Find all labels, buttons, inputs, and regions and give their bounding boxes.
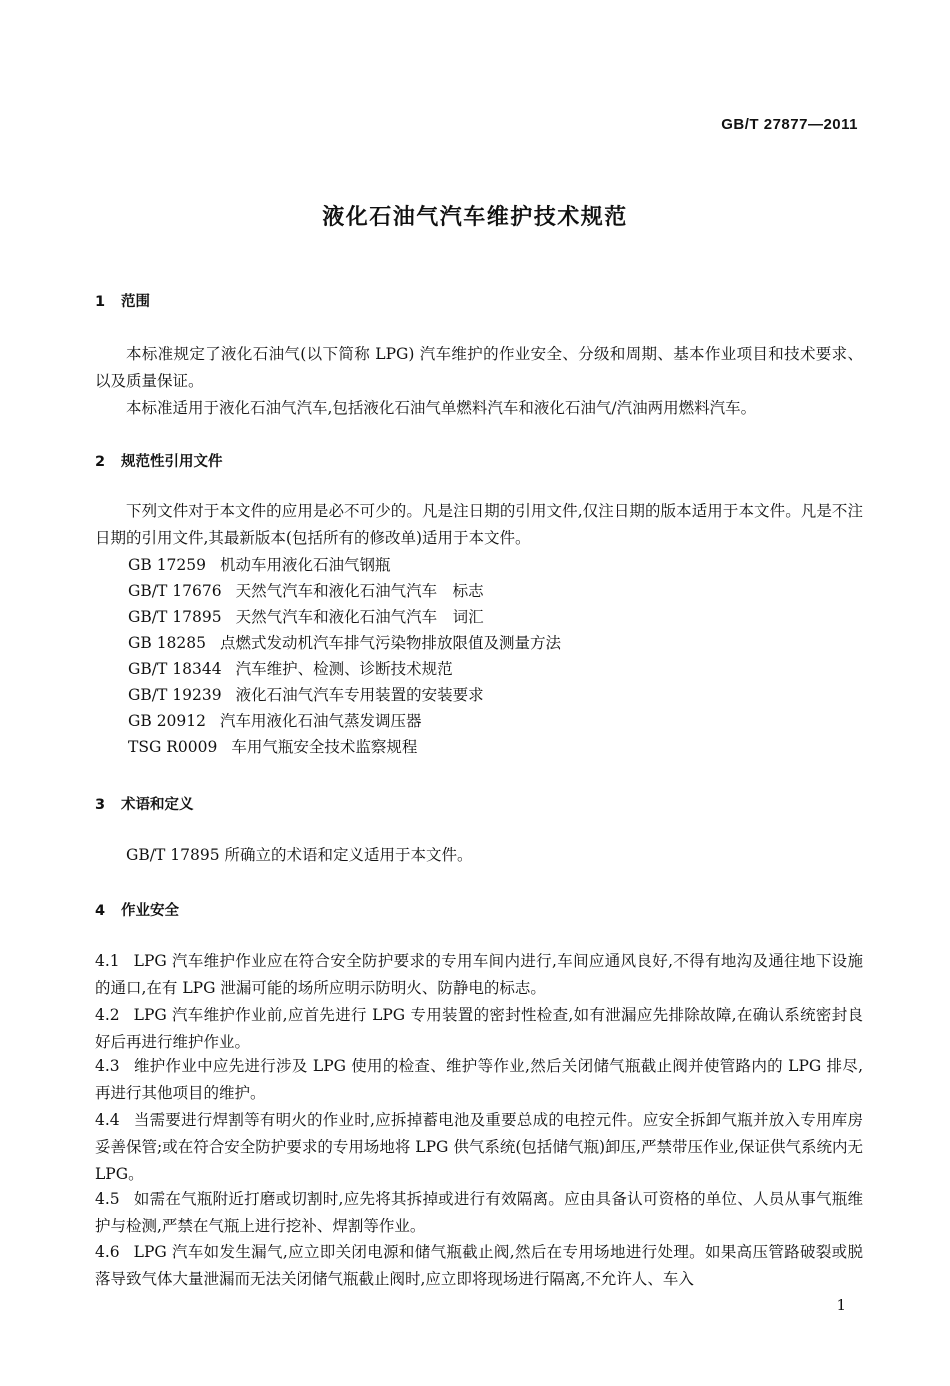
section-3-paragraph-1: GB/T 17895 所确立的术语和定义适用于本文件。 <box>126 846 473 864</box>
clause-number: 4.1 <box>95 952 120 970</box>
reference-code: GB/T 17676 <box>128 582 222 600</box>
section-2-paragraph-1: 下列文件对于本文件的应用是必不可少的。凡是注日期的引用文件,仅注日期的版本适用于本文件。凡是不注日期的引用文件,其最新版本(包括所有的修改单)适用于本文件。 <box>95 502 863 547</box>
section-number: 2 <box>95 454 106 470</box>
reference-code: GB 20912 <box>128 712 207 730</box>
reference-name: 汽车用液化石油气蒸发调压器 <box>220 712 422 730</box>
reference-name: 机动车用液化石油气钢瓶 <box>220 556 391 574</box>
reference-item <box>128 708 422 734</box>
clause-number: 4.2 <box>95 1006 120 1024</box>
reference-item <box>128 578 484 604</box>
reference-code: GB/T 18344 <box>128 660 222 678</box>
page-number: 1 <box>836 1296 846 1314</box>
reference-name: 汽车维护、检测、诊断技术规范 <box>235 660 453 678</box>
reference-name: 天然气汽车和液化石油气汽车 标志 <box>235 582 484 600</box>
clause-4-4 <box>95 1107 863 1188</box>
clause-text: LPG 汽车维护作业前,应首先进行 LPG 专用装置的密封性检查,如有泄漏应先排除故障,在确认系统密封良好后再进行维护作业。 <box>95 1006 863 1051</box>
section-title: 术语和定义 <box>121 797 194 813</box>
section-number: 4 <box>95 903 106 919</box>
reference-item <box>128 630 561 656</box>
clause-text: 当需要进行焊割等有明火的作业时,应拆掉蓄电池及重要总成的电控元件。应安全拆卸气瓶并放入专用库房妥善保管;或在符合安全防护要求的专用场地将 LPG 供气系统(包括储气瓶)卸压,严禁带压作业,保证供气系统内无 LPG。 <box>95 1111 863 1183</box>
clause-4-1 <box>95 948 863 1002</box>
section-4-heading <box>95 899 179 920</box>
section-1-paragraph-1: 本标准规定了液化石油气(以下简称 LPG) 汽车维护的作业安全、分级和周期、基本作业项目和技术要求、以及质量保证。 <box>95 345 863 390</box>
reference-name: 天然气汽车和液化石油气汽车 词汇 <box>235 608 484 626</box>
section-title: 规范性引用文件 <box>121 454 223 470</box>
clause-4-5 <box>95 1186 863 1240</box>
reference-code: TSG R0009 <box>128 738 218 756</box>
clause-4-3 <box>95 1053 863 1107</box>
clause-number: 4.5 <box>95 1190 120 1208</box>
reference-name: 点燃式发动机汽车排气污染物排放限值及测量方法 <box>220 634 562 652</box>
clause-number: 4.3 <box>95 1057 120 1075</box>
reference-code: GB/T 17895 <box>128 608 222 626</box>
standard-number: GB/T 27877—2011 <box>721 116 858 133</box>
clause-4-2 <box>95 1002 863 1056</box>
section-3-heading <box>95 793 194 814</box>
reference-name: 液化石油气汽车专用装置的安装要求 <box>235 686 484 704</box>
reference-code: GB/T 19239 <box>128 686 222 704</box>
section-title: 范围 <box>121 294 150 310</box>
clause-text: LPG 汽车如发生漏气,应立即关闭电源和储气瓶截止阀,然后在专用场地进行处理。如果高压管路破裂或脱落导致气体大量泄漏而无法关闭储气瓶截止阀时,应立即将现场进行隔离,不允许人、车入 <box>95 1243 863 1288</box>
reference-code: GB 17259 <box>128 556 207 574</box>
section-number: 1 <box>95 294 106 310</box>
section-2-heading <box>95 450 223 471</box>
section-1-heading <box>95 290 150 311</box>
section-1-paragraph-2: 本标准适用于液化石油气汽车,包括液化石油气单燃料汽车和液化石油气/汽油两用燃料汽车。 <box>126 399 757 417</box>
clause-number: 4.4 <box>95 1111 120 1129</box>
reference-item <box>128 656 453 682</box>
reference-item <box>128 734 417 760</box>
clause-text: 如需在气瓶附近打磨或切割时,应先将其拆掉或进行有效隔离。应由具备认可资格的单位、人员从事气瓶维护与检测,严禁在气瓶上进行挖补、焊割等作业。 <box>95 1190 863 1235</box>
reference-code: GB 18285 <box>128 634 207 652</box>
clause-4-6 <box>95 1239 863 1293</box>
clause-text: LPG 汽车维护作业应在符合安全防护要求的专用车间内进行,车间应通风良好,不得有地沟及通往地下设施的通口,在有 LPG 泄漏可能的场所应明示防明火、防静电的标志。 <box>95 952 863 997</box>
clause-number: 4.6 <box>95 1243 120 1261</box>
reference-name: 车用气瓶安全技术监察规程 <box>231 738 418 756</box>
section-title: 作业安全 <box>121 903 179 919</box>
document-title: 液化石油气汽车维护技术规范 <box>322 205 628 230</box>
clause-text: 维护作业中应先进行涉及 LPG 使用的检查、维护等作业,然后关闭储气瓶截止阀并使管路内的 LPG 排尽,再进行其他项目的维护。 <box>95 1057 863 1102</box>
reference-item <box>128 552 391 578</box>
reference-item <box>128 604 484 630</box>
reference-item <box>128 682 484 708</box>
section-number: 3 <box>95 797 106 813</box>
